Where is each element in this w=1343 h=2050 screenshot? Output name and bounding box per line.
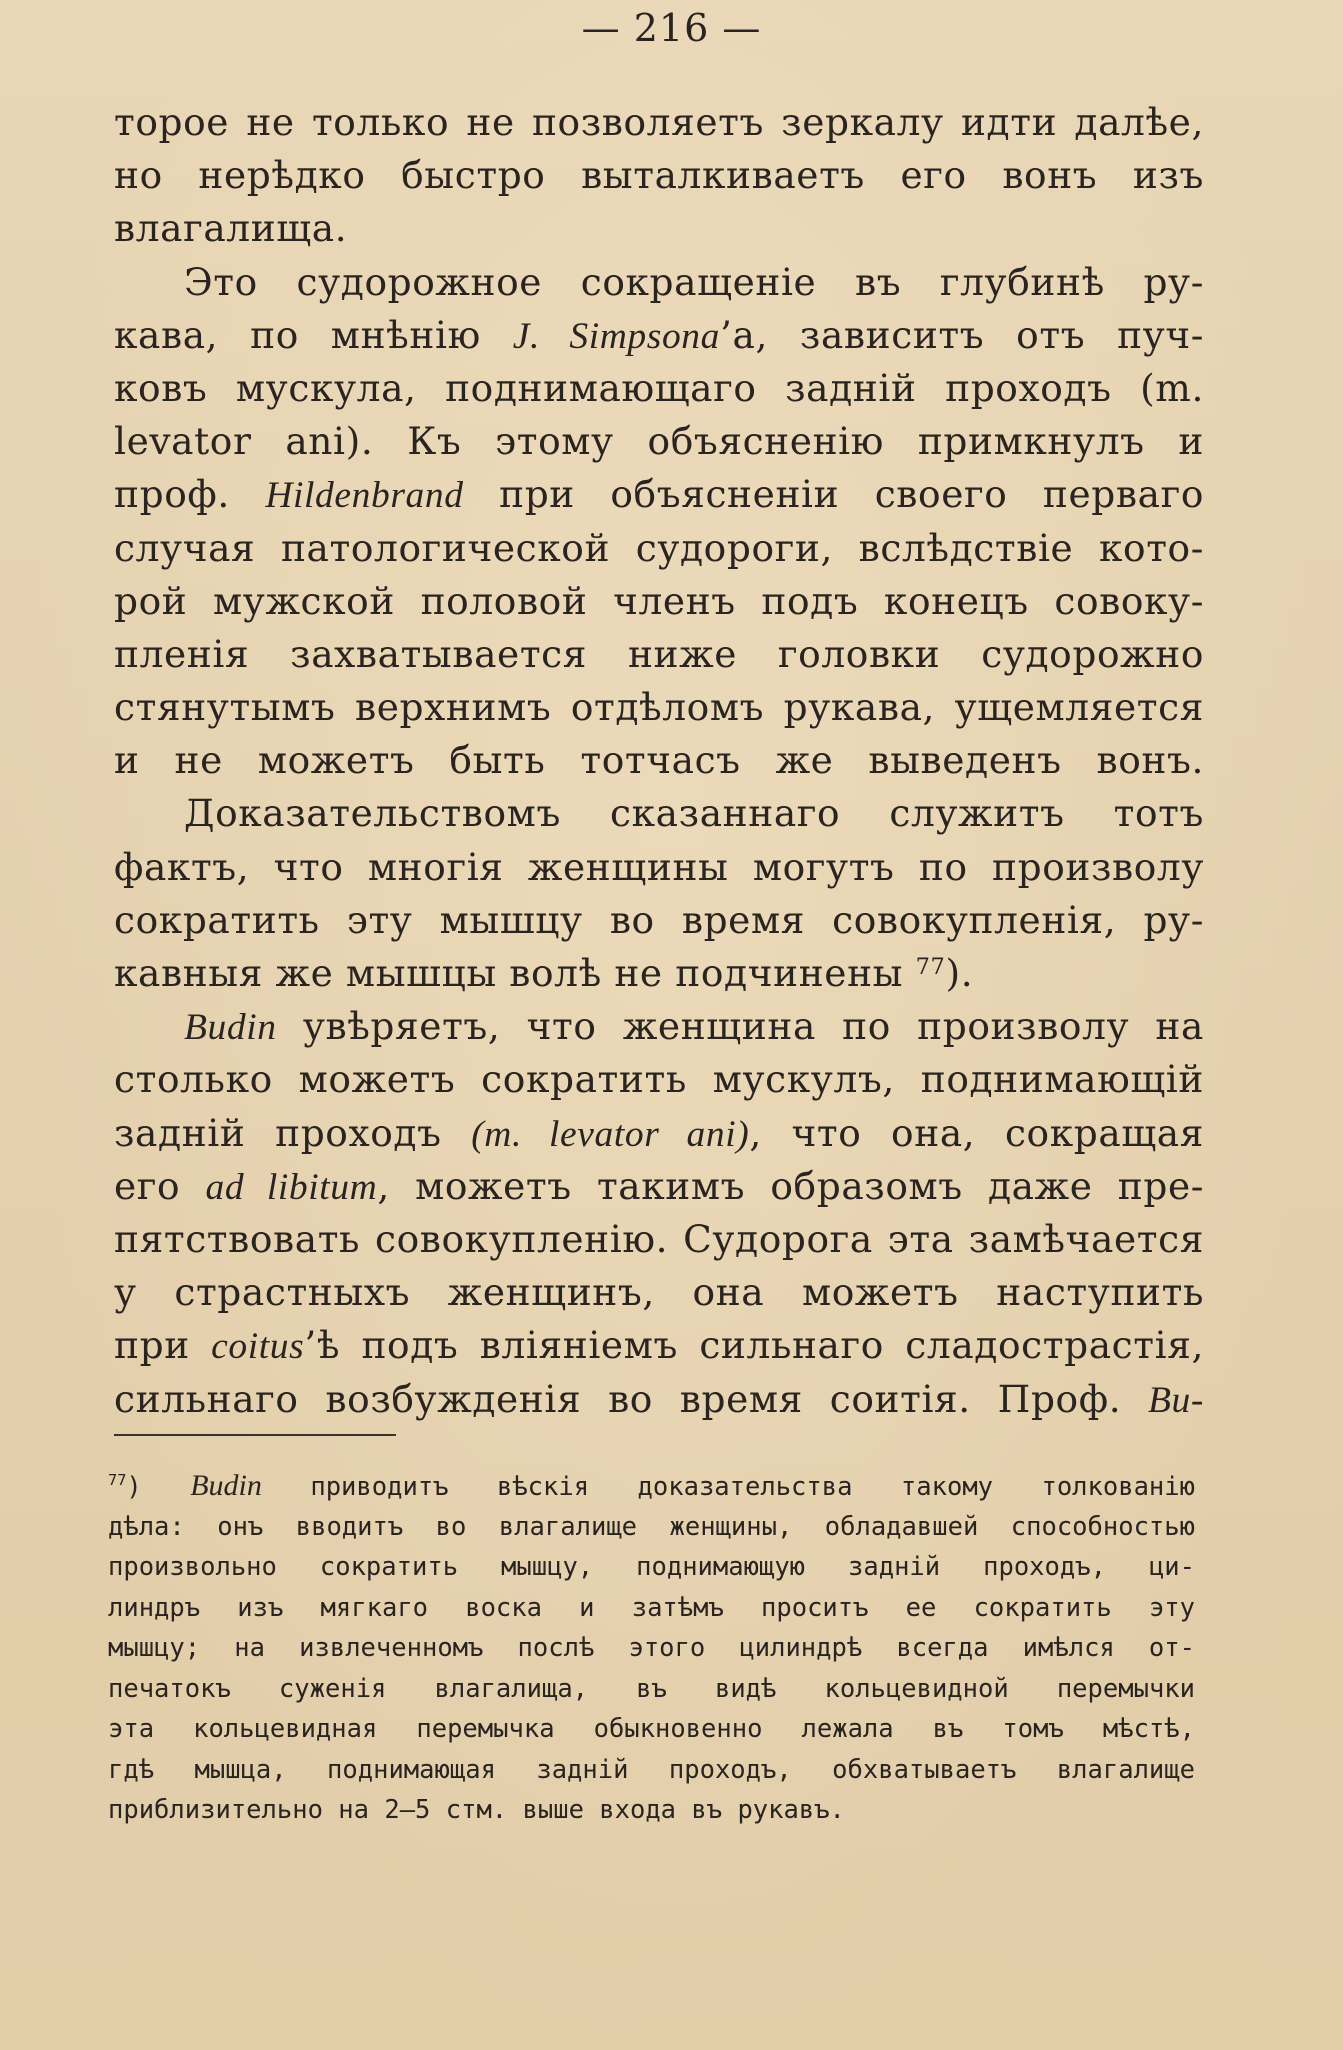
body-line xyxy=(114,841,1204,894)
text-run: приводитъ вѣскія доказательства такому толкованію xyxy=(261,1472,1195,1502)
body-line xyxy=(114,202,1204,255)
text-run: дѣла: онъ вводитъ во влагалище женщины, обладавшей способностью xyxy=(108,1511,1195,1542)
text-run: и не можетъ быть тотчасъ же выведенъ вонъ. xyxy=(114,738,1204,783)
body-line xyxy=(114,1000,1204,1053)
footnote-line xyxy=(108,1466,1195,1507)
text-run: влагалища. xyxy=(114,206,348,251)
text-run: приблизительно на 2—5 стм. выше входа въ рукавъ. xyxy=(108,1795,845,1825)
text-run: у страстныхъ женщинъ, она можетъ наступить xyxy=(114,1270,1204,1315)
body-text xyxy=(114,96,1204,1426)
italic-text: coitus xyxy=(211,1326,305,1368)
body-line xyxy=(114,787,1204,840)
text-run: кава, по мнѣнію xyxy=(114,312,513,357)
footnote-line xyxy=(108,1547,1195,1588)
text-run: пленія захватывается ниже головки судорожно xyxy=(114,631,1204,676)
text-run: при объясненіи своего перваго xyxy=(463,472,1204,517)
italic-text: ad libitum xyxy=(205,1166,378,1208)
text-run: кавныя же мышцы волѣ не подчинены xyxy=(114,951,916,995)
body-line xyxy=(114,149,1204,202)
text-run: ). xyxy=(945,951,974,995)
text-run: ) xyxy=(126,1472,191,1502)
body-line xyxy=(114,1266,1204,1319)
footnote-ref: 77 xyxy=(915,954,946,980)
text-run: но нерѣдко быстро выталкиваетъ его вонъ изъ xyxy=(114,153,1204,198)
text-run: линдръ изъ мягкаго воска и затѣмъ проситъ ее сократить эту xyxy=(108,1592,1195,1623)
text-run: увѣряетъ, что женщина по произволу на xyxy=(276,1004,1204,1049)
body-line xyxy=(114,947,1204,1000)
text-run: проф. xyxy=(114,472,266,517)
text-run: при xyxy=(114,1323,212,1368)
footnote-line xyxy=(108,1588,1195,1629)
text-run: Доказательствомъ сказаннаго служитъ тотъ xyxy=(184,791,1204,836)
text-run: сильнаго возбужденія во время соитія. Проф. xyxy=(114,1376,1149,1421)
body-line xyxy=(114,681,1204,734)
body-line xyxy=(114,1213,1204,1266)
body-line xyxy=(114,96,1204,149)
text-run: ’а, зависитъ отъ пуч- xyxy=(720,312,1204,357)
text-run: случая патологической судороги, вслѣдствіе кото- xyxy=(114,525,1204,570)
text-run: мышцу; на извлеченномъ послѣ этого цилиндрѣ всегда имѣлся от- xyxy=(108,1633,1195,1663)
body-line xyxy=(114,1373,1204,1426)
italic-text: (m. levator ani) xyxy=(471,1113,750,1155)
body-line xyxy=(114,468,1204,521)
body-line xyxy=(114,894,1204,947)
text-run: его xyxy=(114,1163,206,1208)
body-line xyxy=(114,628,1204,681)
body-line xyxy=(114,1053,1204,1106)
body-line xyxy=(114,1319,1204,1372)
text-run: задній проходъ xyxy=(114,1110,472,1155)
text-run: Это судорожное сокращеніе въ глубинѣ ру- xyxy=(184,259,1204,304)
italic-text: Bu- xyxy=(1148,1379,1204,1421)
text-run: ’ѣ подъ вліяніемъ сильнаго сладострастія, xyxy=(304,1323,1204,1368)
footnotes xyxy=(108,1466,1195,1831)
body-line xyxy=(114,575,1204,628)
body-line xyxy=(114,522,1204,575)
footnote-rule xyxy=(114,1434,396,1436)
text-run: гдѣ мышца, поднимающая задній проходъ, обхватываетъ влагалище xyxy=(108,1754,1195,1785)
text-run: стянутымъ верхнимъ отдѣломъ рукава, ущемляется xyxy=(114,685,1204,730)
text-run: levator ani). Къ этому объясненію примкнулъ и xyxy=(114,419,1204,464)
italic-text: Budin xyxy=(184,1007,277,1049)
body-line xyxy=(114,256,1204,309)
footnote-line xyxy=(108,1628,1195,1669)
italic-text: Hildenbrand xyxy=(265,475,464,517)
text-run: торое не только не позволяетъ зеркалу идти далѣе, xyxy=(114,100,1204,144)
text-run: , можетъ такимъ образомъ даже пре- xyxy=(377,1163,1205,1208)
body-line xyxy=(114,734,1204,787)
text-run: сократить эту мышцу во время совокупленія, ру- xyxy=(114,897,1204,942)
footnote-line xyxy=(108,1750,1195,1791)
footnote-line xyxy=(108,1709,1195,1750)
text-run: печатокъ суженія влагалища, въ видѣ кольцевидной перемычки xyxy=(108,1673,1195,1704)
text-run: эта кольцевидная перемычка обыкновенно лежала въ томъ мѣстѣ, xyxy=(108,1714,1195,1744)
footnote-ref: 77 xyxy=(108,1471,127,1489)
footnote-line xyxy=(108,1790,1195,1831)
text-run: рой мужской половой членъ подъ конецъ совоку- xyxy=(114,578,1204,623)
body-line xyxy=(114,1160,1204,1213)
text-run: столько можетъ сократить мускулъ, поднимающій xyxy=(114,1057,1204,1102)
text-run: фактъ, что многія женщины могутъ по произволу xyxy=(114,844,1204,889)
italic-text: J. Simpsona xyxy=(512,315,720,357)
body-line xyxy=(114,362,1204,415)
body-line xyxy=(114,1107,1204,1160)
text-run: произвольно сократить мышцу, поднимающую задній проходъ, ци- xyxy=(108,1552,1195,1582)
footnote-line xyxy=(108,1507,1195,1548)
text-run: пятствовать совокупленію. Судорога эта замѣчается xyxy=(114,1216,1204,1261)
body-line xyxy=(114,415,1204,468)
text-run: ковъ мускула, поднимающаго задній проходъ (m. xyxy=(114,365,1204,410)
italic-text: Budin xyxy=(190,1469,262,1502)
footnote-line xyxy=(108,1669,1195,1710)
body-line xyxy=(114,309,1204,362)
page-number: — 216 — xyxy=(581,6,762,50)
text-run: , что она, сокращая xyxy=(749,1110,1204,1155)
